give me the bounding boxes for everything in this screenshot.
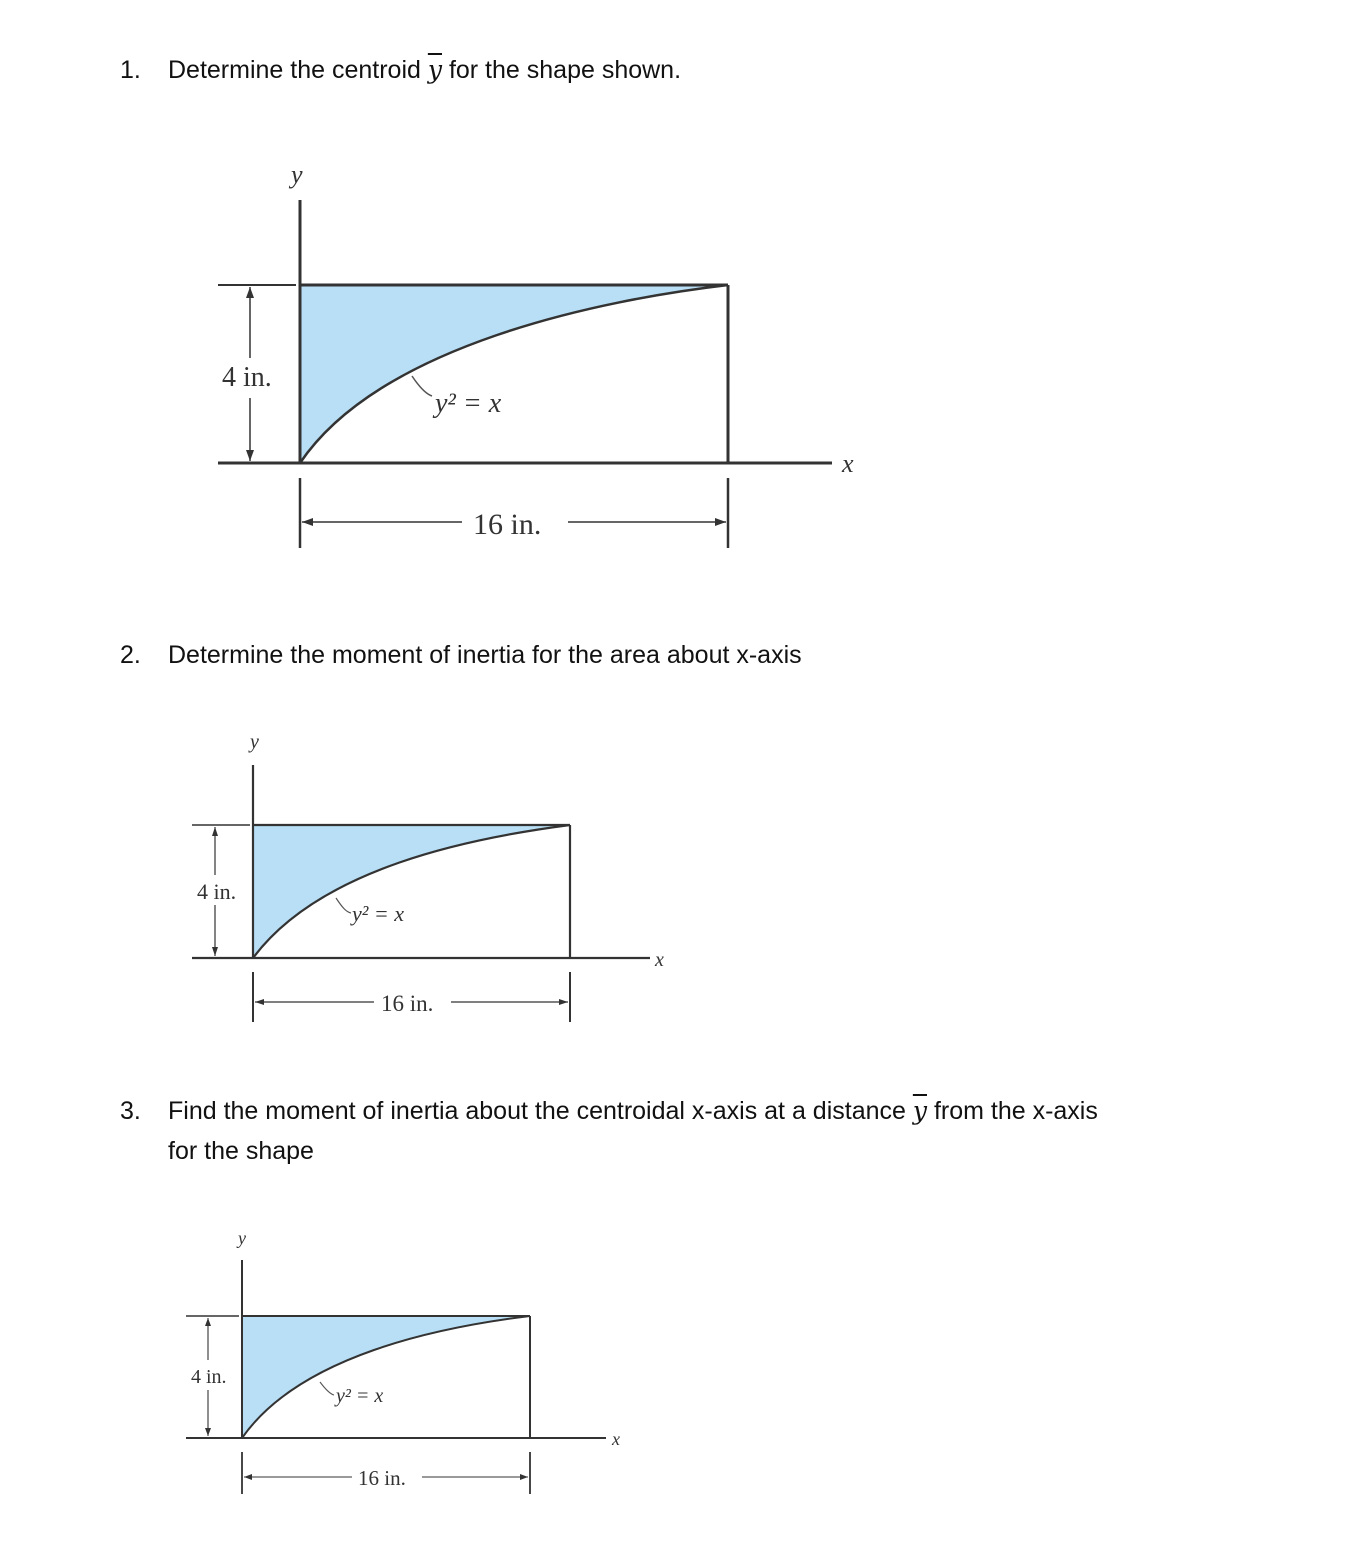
question-1-number: 1. (120, 56, 141, 84)
height-label: 4 in. (197, 879, 237, 904)
x-axis-label: x (612, 1429, 620, 1449)
y-axis-label: y (291, 160, 303, 189)
dimension-arrowhead (205, 1428, 211, 1436)
dimension-arrowhead (520, 1474, 528, 1480)
curve-label: y² = x (435, 388, 502, 419)
question-2-text: Determine the moment of inertia for the area about x-axis (168, 641, 802, 669)
curve-leader (320, 1382, 334, 1395)
question-3-text-after: from the x-axis (933, 1097, 1098, 1125)
dimension-arrowhead (205, 1318, 211, 1326)
width-label: 16 in. (358, 1466, 406, 1490)
question-3-line-2: for the shape (168, 1137, 314, 1165)
y-bar-symbol: $\overline{y}$ (912, 1096, 927, 1125)
width-label: 16 in. (473, 508, 542, 541)
x-axis-label: x (655, 949, 664, 971)
height-label: 4 in. (191, 1366, 227, 1388)
height-label: 4 in. (222, 362, 272, 393)
shaded-area (242, 1316, 530, 1438)
question-3-number: 3. (120, 1097, 141, 1125)
dimension-arrowhead (244, 1474, 252, 1480)
question-1-text-after: for the shape shown. (448, 56, 682, 84)
question-3-text-before: Find the moment of inertia about the centroidal x-axis at a distance (168, 1097, 906, 1125)
width-label: 16 in. (381, 991, 434, 1016)
question-1-text-before: Determine the centroid (168, 56, 421, 84)
curve-label: y² = x (336, 1385, 384, 1407)
x-axis-label: x (842, 449, 854, 478)
question-2-number: 2. (120, 641, 141, 669)
y-bar-symbol: $\overline{y}$ (427, 55, 442, 84)
curve-label: y² = x (352, 901, 404, 926)
y-axis-label: y (238, 1228, 246, 1248)
y-axis-label: y (250, 731, 259, 753)
